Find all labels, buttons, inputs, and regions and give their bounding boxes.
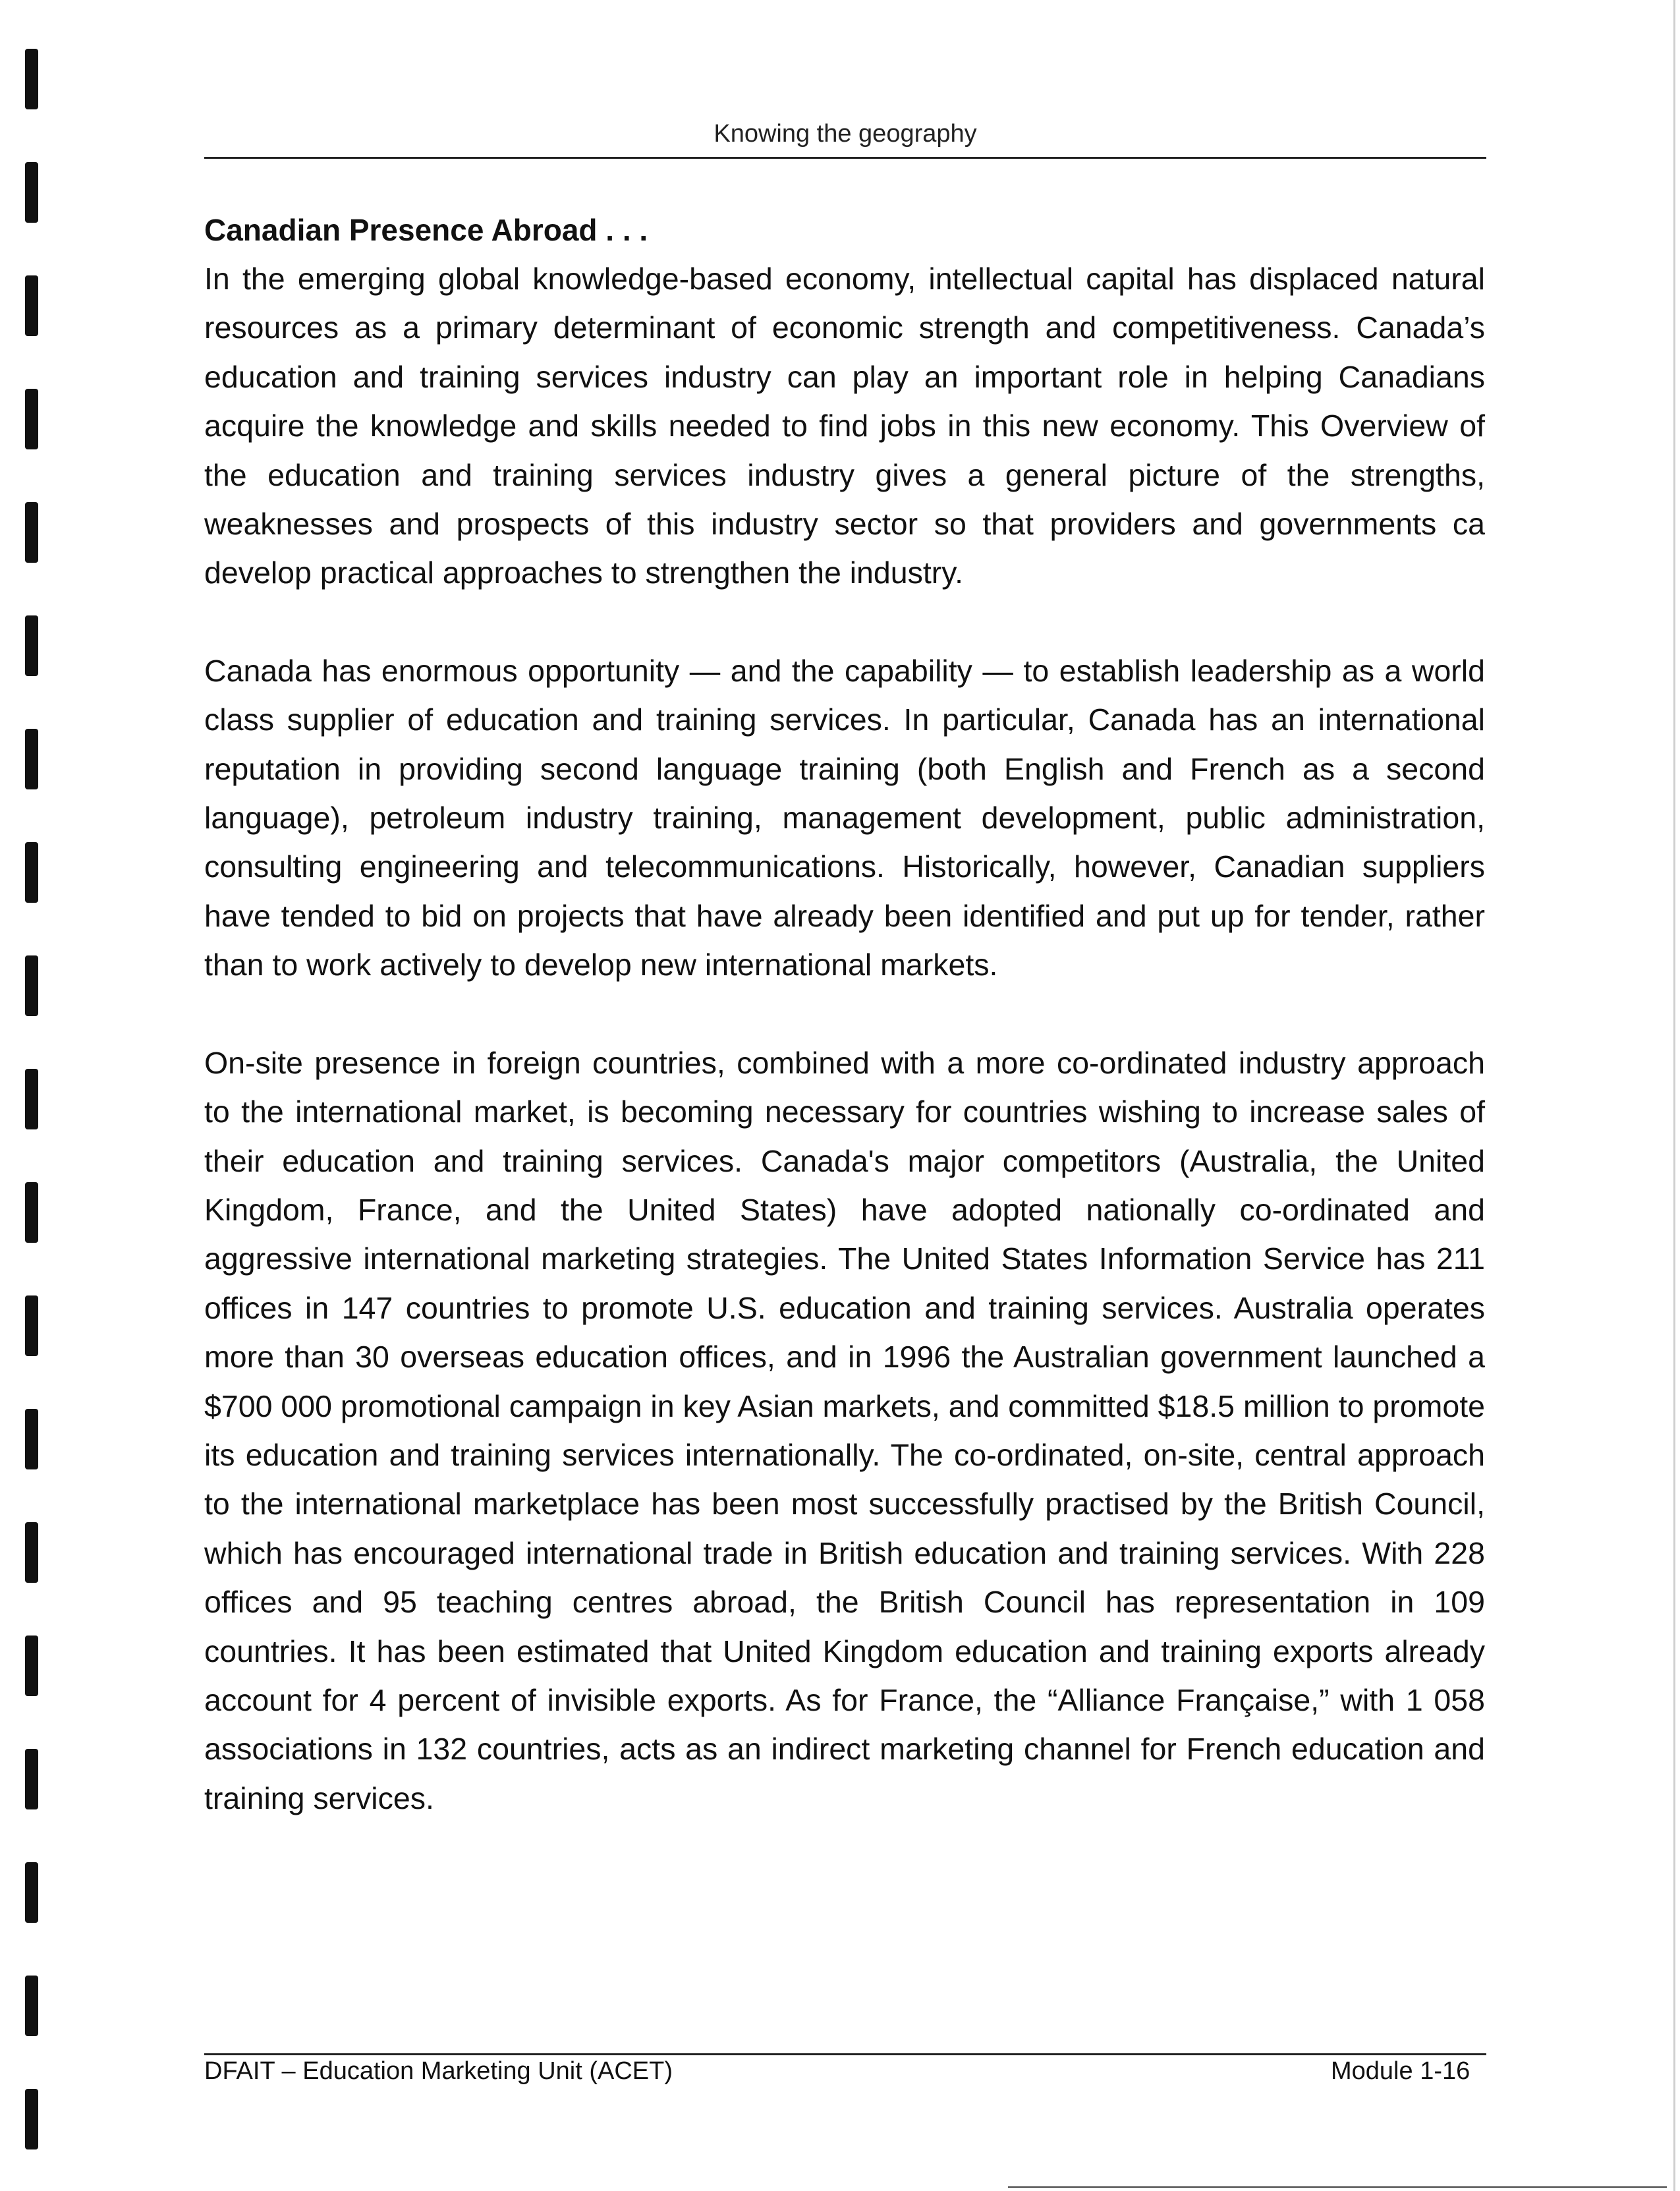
binding-hole — [25, 502, 38, 563]
main-content — [204, 206, 1485, 1871]
header-title: Knowing the geography — [714, 120, 977, 148]
binding-hole — [25, 615, 38, 676]
footer-rule — [204, 2053, 1486, 2055]
paragraph: In the emerging global knowledge-based economy, intellectual capital has displaced natural resources as a primary determinant of economic strength and competitiveness. Canada’s education and training services industry can play an important role in helping Canadians acquire the knowledge and skills needed to find jobs in this new economy. This Overview of the education and training services industry gives a general picture of the strengths, weaknesses and prospects of this industry sector so that providers and governments ca develop practical approaches to strengthen the industry. — [204, 262, 1485, 590]
binding-hole — [25, 389, 38, 449]
binding-hole — [25, 1749, 38, 1809]
section-heading: Canadian Presence Abroad . . . — [204, 213, 648, 247]
binding-hole — [25, 1522, 38, 1583]
binding-hole — [25, 1976, 38, 2036]
binding-hole — [25, 1182, 38, 1243]
binding-hole — [25, 1409, 38, 1469]
binding-hole — [25, 2089, 38, 2149]
binding-hole — [25, 275, 38, 336]
page-edge — [1673, 0, 1675, 2191]
footer-source: DFAIT – Education Marketing Unit (ACET) — [204, 2057, 673, 2085]
binding-hole — [25, 842, 38, 903]
binding-hole — [25, 729, 38, 789]
running-header — [204, 115, 1486, 159]
binding-hole — [25, 1069, 38, 1129]
paragraph: Canada has enormous opportunity — and the capability — to establish leadership as a world class supplier of education and training services. In particular, Canada has an international reputation in providing second language training (both English and French as a second language), petroleum industry training, management development, public administration, consulting engineering and telecommunications. Historically, however, Canadian suppliers have tended to bid on projects that have already been identified and put up for tender, rather than to work actively to develop new international markets. — [204, 653, 1485, 982]
paragraph: On-site presence in foreign countries, combined with a more co-ordinated industry approach to the international market, is becoming necessary for countries wishing to increase sales of their education and training services. Canada's major competitors (Australia, the United Kingdom, France, and the United States) have adopted nationally co-ordinated and aggressive international marketing strategies. The United States Information Service has 211 offices in 147 countries to promote U.S. education and training services. Australia operates more than 30 overseas education offices, and in 1996 the Australian government launched a $700 000 promotional campaign in key Asian markets, and committed $18.5 million to promote its education and training services internationally. The co-ordinated, on-site, central approach to the international marketplace has been most successfully practised by the British Council, which has encouraged international trade in British education and training services. With 228 offices and 95 teaching centres abroad, the British Council has representation in 109 countries. It has been estimated that United Kingdom education and training exports already account for 4 percent of invisible exports. As for France, the “Alliance Française,” with 1 058 associations in 132 countries, acts as an indirect marketing channel for French education and training services. — [204, 1045, 1485, 1815]
binding-hole — [25, 955, 38, 1016]
bottom-divider — [1008, 2186, 1667, 2188]
binding-hole — [25, 162, 38, 223]
binding-hole — [25, 1636, 38, 1696]
binding-hole — [25, 1862, 38, 1923]
binding-hole — [25, 1295, 38, 1356]
binding-hole — [25, 49, 38, 109]
page-number: Module 1-16 — [1331, 2057, 1470, 2085]
